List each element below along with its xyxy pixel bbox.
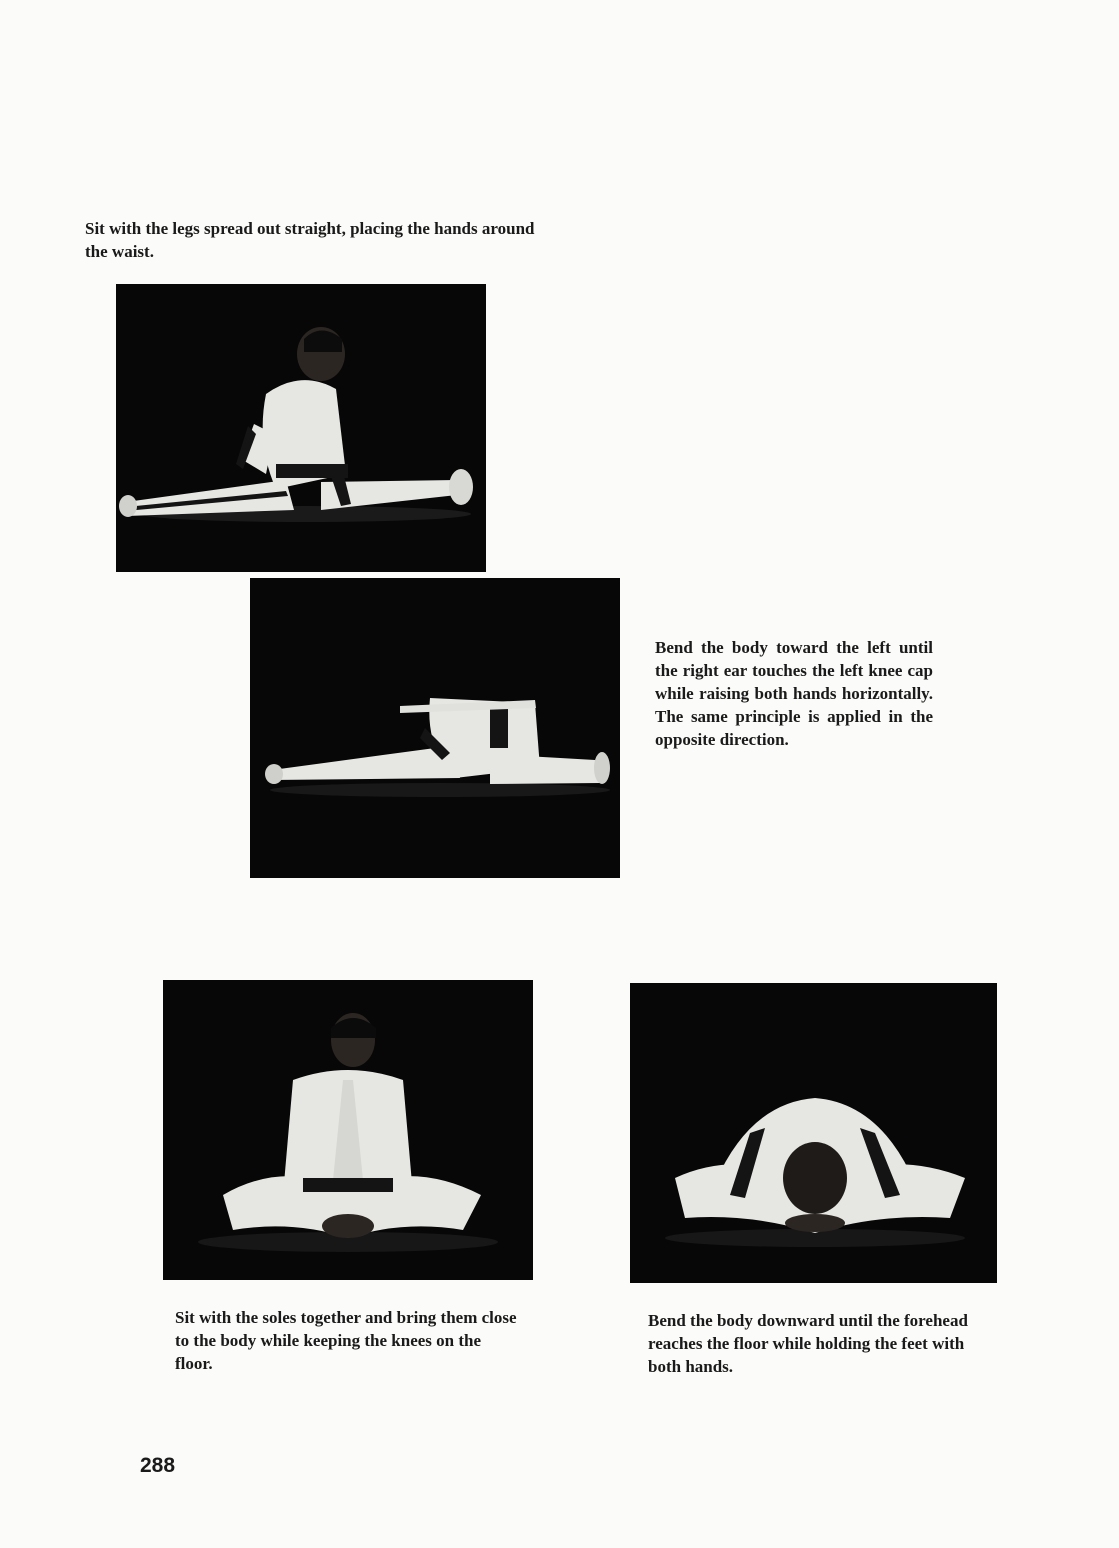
photo-side-bend — [250, 578, 620, 878]
caption-forward-bend: Bend the body downward until the forehead reaches the floor while holding the feet with both hands. — [648, 1311, 968, 1376]
page-number: 288 — [140, 1454, 176, 1477]
caption-side-bend: Bend the body toward the left until the right ear touches the left knee cap while raising both hands horizontally. The same principle is applied in the opposite direction. — [655, 638, 933, 749]
figure-forward-bend-illustration — [630, 983, 997, 1283]
figure-butterfly-sit-illustration — [163, 980, 533, 1280]
photo-butterfly-sit — [163, 980, 533, 1280]
figure-side-bend-illustration — [250, 578, 620, 878]
photo-split-sit — [116, 284, 486, 572]
figure-split-sit-illustration — [116, 284, 486, 572]
caption-butterfly-sit: Sit with the soles together and bring them close to the body while keeping the knees on the floor. — [175, 1308, 517, 1373]
photo-forward-bend — [630, 983, 997, 1283]
caption-split-sit: Sit with the legs spread out straight, placing the hands around the waist. — [85, 219, 535, 261]
